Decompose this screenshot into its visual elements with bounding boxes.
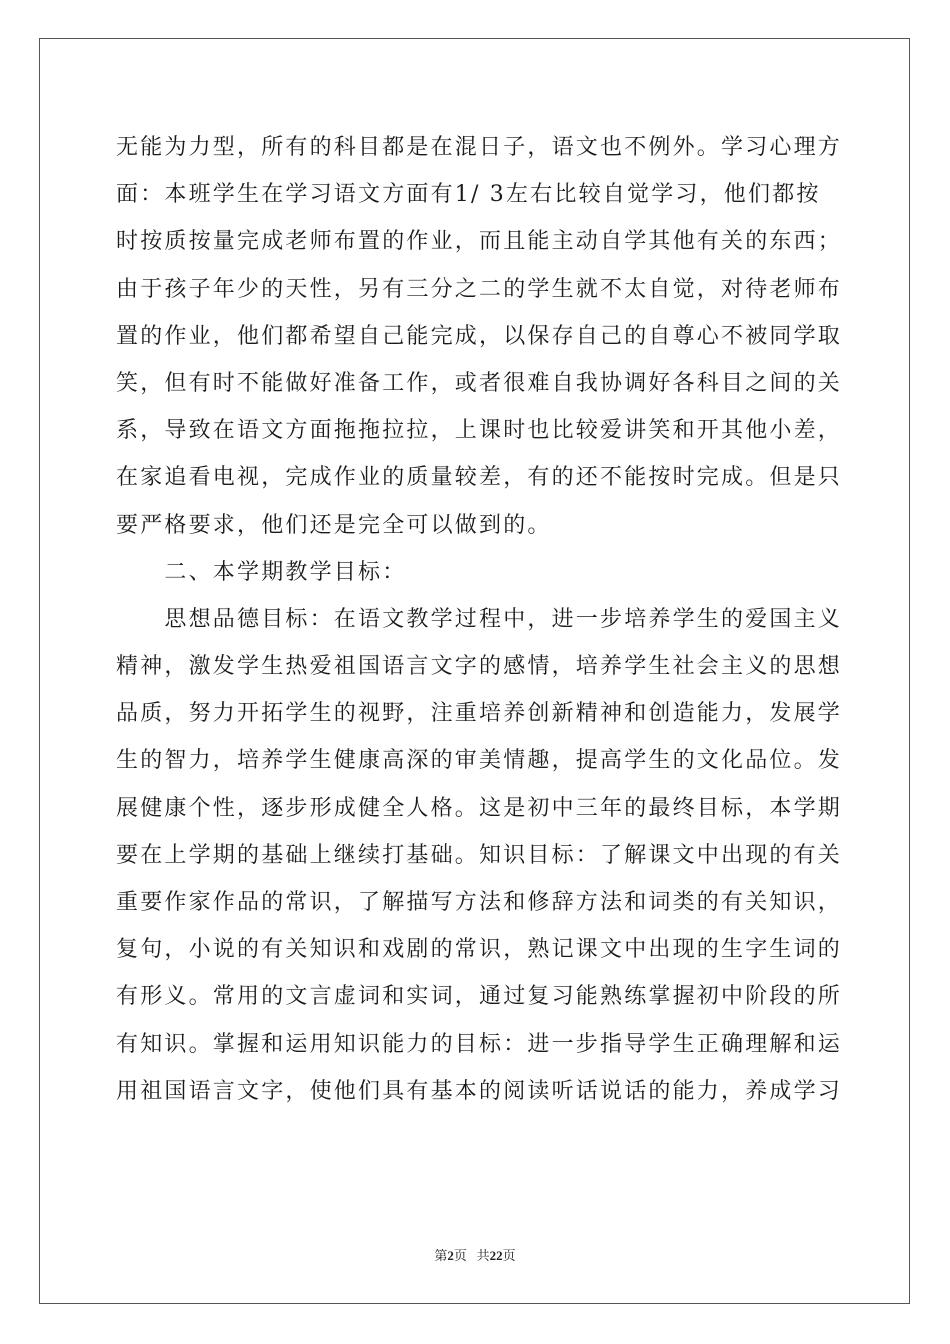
text-line: 在家追看电视，完成作业的质量较差，有的还不能按时完成。但是只 — [116, 465, 843, 491]
total-suffix: 页 — [502, 1248, 516, 1263]
text-line: 时按质按量完成老师布置的作业，而且能主动自学其他有关的东西； — [116, 229, 843, 255]
text-line: 有知识。掌握和运用知识能力的目标：进一步指导学生正确理解和运 — [116, 1031, 843, 1057]
text-line: 精神，激发学生热爱祖国语言文字的感情，培养学生社会主义的思想 — [116, 654, 843, 680]
text-line: 用祖国语言文字，使他们具有基本的阅读听话说话的能力，养成学习 — [116, 1078, 843, 1104]
text-line: 重要作家作品的常识，了解描写方法和修辞方法和词类的有关知识， — [116, 890, 843, 915]
text-line: 置的作业，他们都希望自己能完成，以保存自己的自尊心不被同学取 — [116, 323, 843, 349]
text-line: 思想品德目标：在语文教学过程中，进一步培养学生的爱国主义 — [116, 606, 843, 632]
text-line: 无能为力型，所有的科目都是在混日子，语文也不例外。学习心理方 — [116, 135, 843, 160]
text-line: 品质，努力开拓学生的视野，注重培养创新精神和创造能力，发展学 — [116, 701, 843, 727]
text-line: 面：本班学生在学习语文方面有1/ 3左右比较自觉学习，他们都按 — [116, 182, 821, 208]
section-heading: 二、本学期教学目标： — [116, 559, 407, 585]
page-number: 2 — [447, 1248, 454, 1263]
total-pages: 22 — [489, 1248, 503, 1263]
page-prefix: 第 — [434, 1248, 448, 1263]
document-body — [116, 124, 843, 1115]
page-footer — [0, 1245, 950, 1264]
text-line: 生的智力，培养学生健康高深的审美情趣，提高学生的文化品位。发 — [116, 748, 843, 774]
text-line: 要在上学期的基础上继续打基础。知识目标：了解课文中出现的有关 — [116, 842, 843, 868]
text-line: 笑，但有时不能做好准备工作，或者很难自我协调好各科目之间的关 — [116, 370, 843, 396]
text-line: 由于孩子年少的天性，另有三分之二的学生就不太自觉，对待老师布 — [116, 276, 843, 302]
text-line: 展健康个性，逐步形成健全人格。这是初中三年的最终目标，本学期 — [116, 795, 843, 821]
text-line: 系，导致在语文方面拖拖拉拉，上课时也比较爱讲笑和开其他小差， — [116, 418, 843, 444]
text-line: 要严格要求，他们还是完全可以做到的。 — [116, 512, 552, 538]
text-line: 复句，小说的有关知识和戏剧的常识，熟记课文中出现的生字生词的 — [116, 937, 843, 963]
text-line: 有形义。常用的文言虚词和实词，通过复习能熟练掌握初中阶段的所 — [116, 984, 843, 1010]
total-prefix: 共 — [476, 1248, 490, 1263]
page-suffix: 页 — [453, 1248, 467, 1263]
